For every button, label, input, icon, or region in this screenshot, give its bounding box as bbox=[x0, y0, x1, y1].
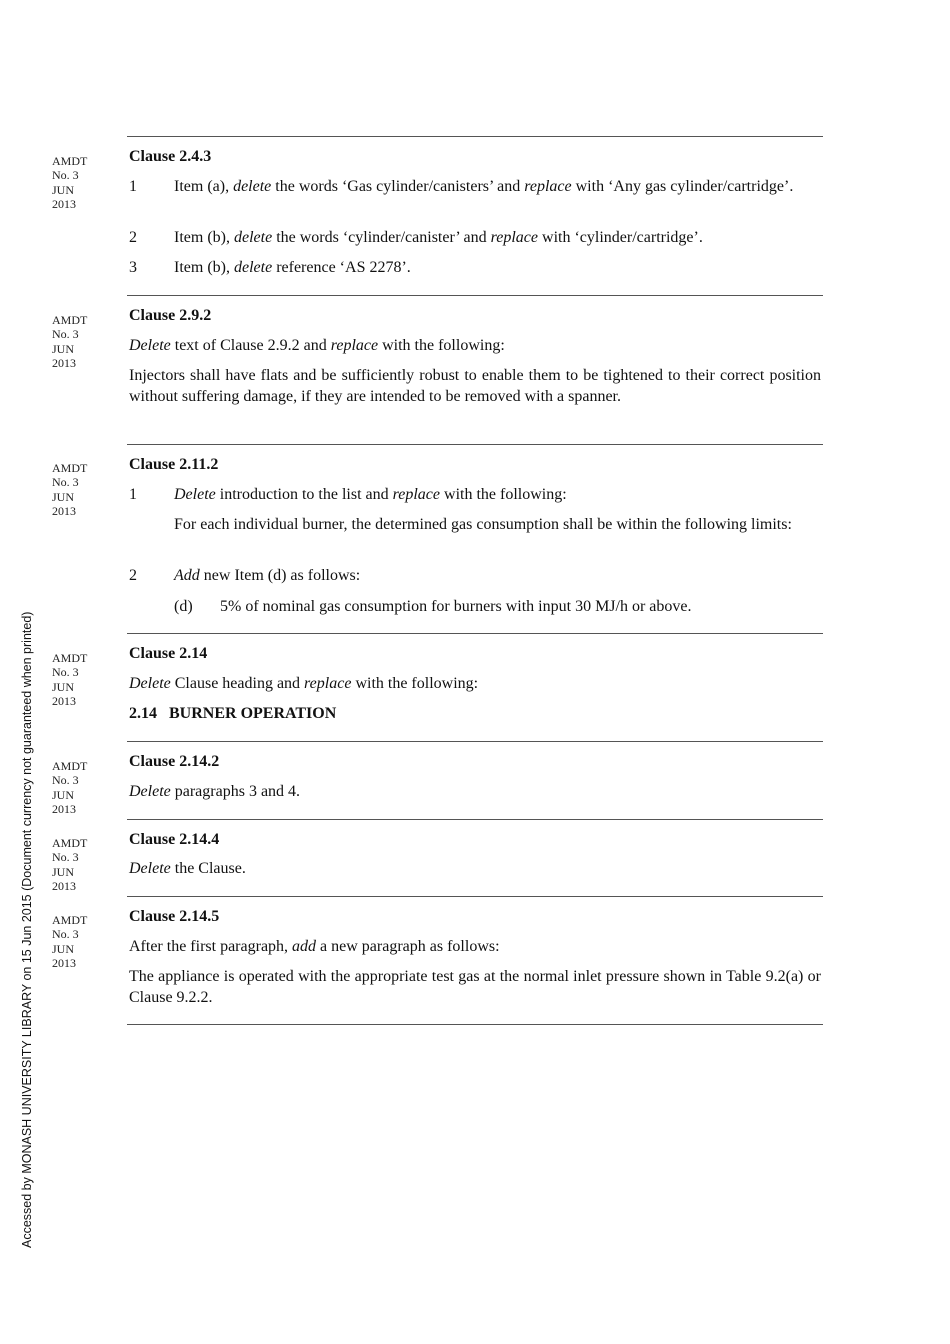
divider bbox=[127, 136, 823, 137]
access-note bbox=[20, 598, 36, 1258]
clause-title: Clause 2.11.2 bbox=[129, 456, 219, 473]
amendment-note: AMDT No. 3 JUN 2013 bbox=[52, 759, 88, 816]
item-number: 2 bbox=[129, 567, 137, 584]
divider bbox=[127, 444, 823, 445]
instruction: Delete the Clause. bbox=[129, 860, 246, 877]
clause-title: Clause 2.9.2 bbox=[129, 307, 212, 324]
divider bbox=[127, 741, 823, 742]
amendment-note: AMDT No. 3 JUN 2013 bbox=[52, 836, 88, 893]
sub-item-label: (d) bbox=[174, 598, 193, 615]
clause-title: Clause 2.4.3 bbox=[129, 148, 212, 165]
replacement-text: Injectors shall have flats and be sufficiently robust to enable them to be tightened to their correct position without suffering damage, if they are intended to be removed with a spanner. bbox=[129, 367, 821, 405]
clause-title: Clause 2.14.5 bbox=[129, 908, 220, 925]
divider bbox=[127, 1024, 823, 1025]
item-number: 1 bbox=[129, 178, 137, 195]
instruction: After the first paragraph, add a new paragraph as follows: bbox=[129, 938, 500, 955]
item-number: 3 bbox=[129, 259, 137, 276]
clause-title: Clause 2.14.4 bbox=[129, 831, 220, 848]
access-note-text: Accessed by MONASH UNIVERSITY LIBRARY on 15 Jun 2015 (Document currency not guaranteed when printed) bbox=[20, 611, 34, 1248]
instruction: Delete text of Clause 2.9.2 and replace with the following: bbox=[129, 337, 505, 354]
divider bbox=[127, 633, 823, 634]
amendment-item: Item (b), delete the words ‘cylinder/canister’ and replace with ‘cylinder/cartridge’. bbox=[174, 229, 703, 246]
amendment-note: AMDT No. 3 JUN 2013 bbox=[52, 651, 88, 708]
amendment-item: Item (b), delete reference ‘AS 2278’. bbox=[174, 259, 411, 276]
instruction: Delete Clause heading and replace with the following: bbox=[129, 675, 479, 692]
replacement-text: The appliance is operated with the appropriate test gas at the normal inlet pressure shown in Table 9.2(a) or Clause 9.2.2. bbox=[129, 968, 821, 1006]
divider bbox=[127, 896, 823, 897]
amendment-item: Delete introduction to the list and replace with the following: bbox=[174, 486, 567, 503]
clause-title: Clause 2.14 bbox=[129, 645, 208, 662]
amendment-note: AMDT No. 3 JUN 2013 bbox=[52, 313, 88, 370]
clause-title: Clause 2.14.2 bbox=[129, 753, 220, 770]
amendment-item: Add new Item (d) as follows: bbox=[174, 567, 361, 584]
amendment-note: AMDT No. 3 JUN 2013 bbox=[52, 154, 88, 211]
divider bbox=[127, 819, 823, 820]
item-number: 2 bbox=[129, 229, 137, 246]
instruction: Delete paragraphs 3 and 4. bbox=[129, 783, 301, 800]
amendment-note: AMDT No. 3 JUN 2013 bbox=[52, 913, 88, 970]
divider bbox=[127, 295, 823, 296]
new-heading: 2.14 BURNER OPERATION bbox=[129, 705, 337, 722]
replacement-text: For each individual burner, the determined gas consumption shall be within the following limits: bbox=[174, 516, 792, 533]
amendment-item: Item (a), delete the words ‘Gas cylinder/canisters’ and replace with ‘Any gas cylinder/cartridge’. bbox=[174, 178, 794, 195]
amendment-note: AMDT No. 3 JUN 2013 bbox=[52, 461, 88, 518]
sub-item-text: 5% of nominal gas consumption for burners with input 30 MJ/h or above. bbox=[220, 598, 692, 615]
item-number: 1 bbox=[129, 486, 137, 503]
